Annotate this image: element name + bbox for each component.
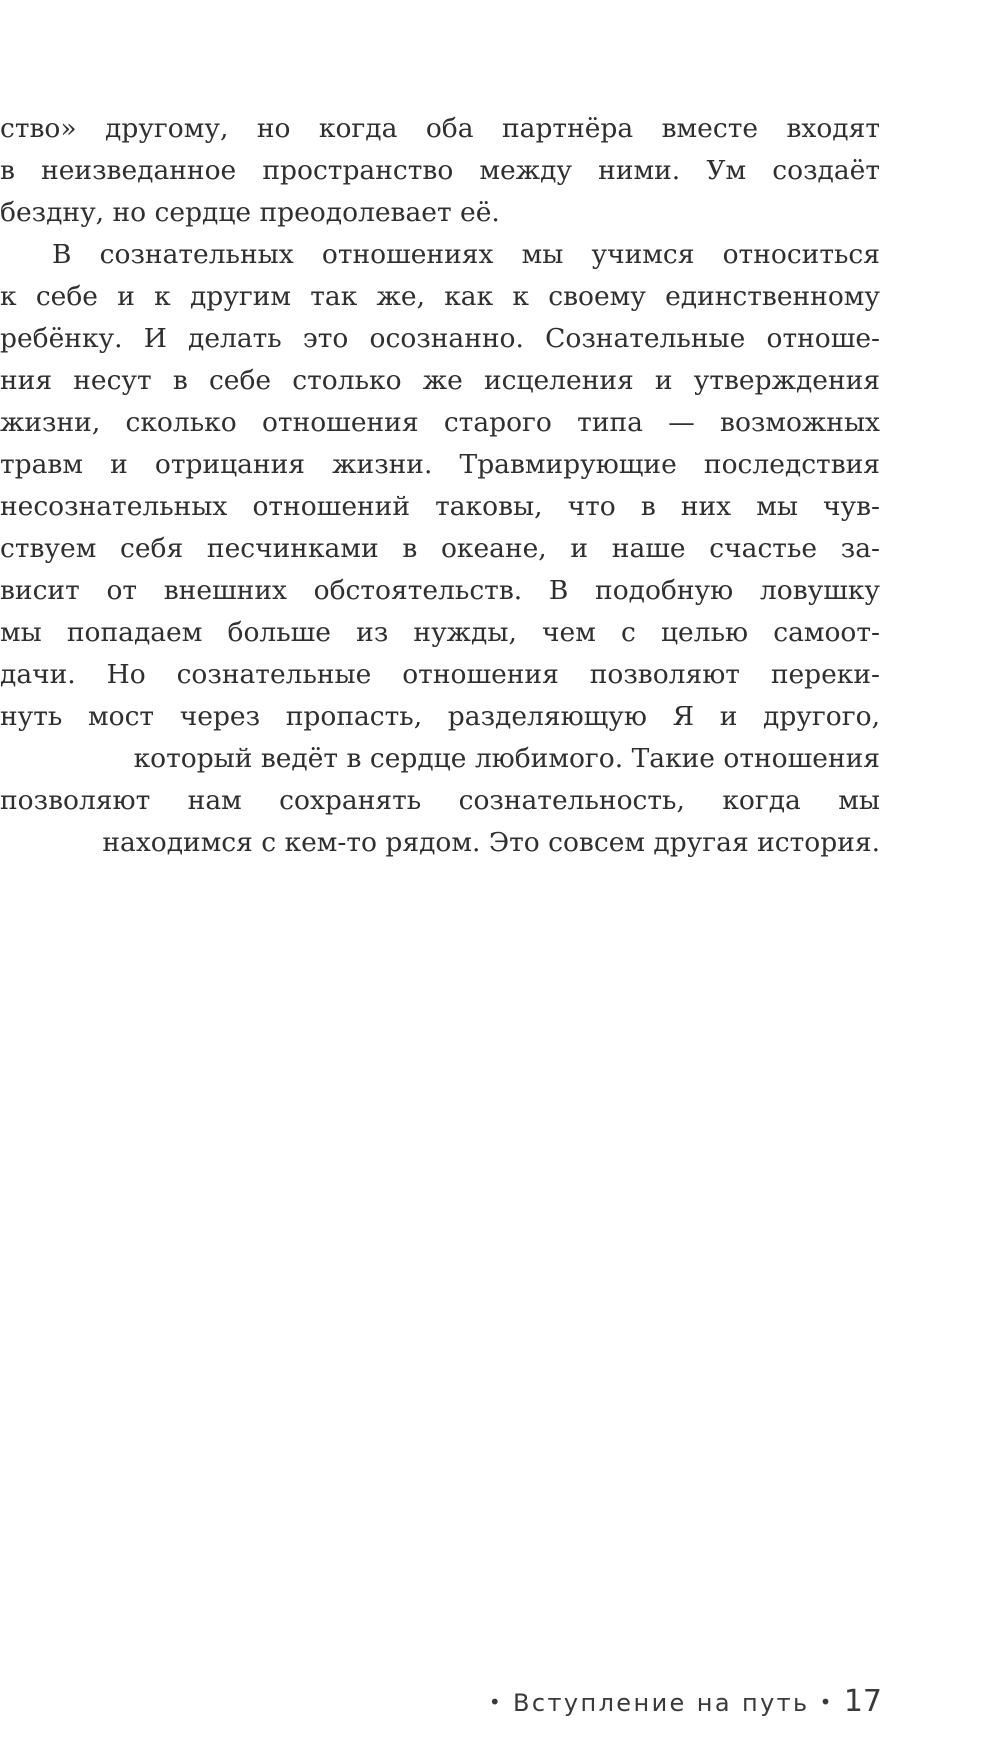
text-line: к себе и к другим так же, как к своему единственному	[0, 281, 880, 312]
bullet-right: •	[819, 1690, 834, 1714]
text-line: ствуем себя песчинками в океане, и наше счастье за-	[0, 533, 880, 564]
text-line: мы попадаем больше из нужды, чем с целью самоот-	[0, 617, 880, 648]
page-number: 17	[843, 1684, 882, 1719]
chapter-title: Вступление на путь	[513, 1689, 810, 1717]
text-line: травм и отрицания жизни. Травмирующие последствия	[0, 449, 880, 480]
text-line: бездну, но сердце преодолевает её.	[0, 197, 500, 228]
text-line: ство» другому, но когда оба партнёра вместе входят	[0, 113, 880, 144]
text-line: нуть мост через пропасть, разделяющую Я и другого,	[0, 701, 880, 732]
text-line: ребёнку. И делать это осознанно. Сознательные отноше-	[0, 323, 880, 354]
text-line: жизни, сколько отношения старого типа — возможных	[0, 407, 880, 438]
bullet-left: •	[488, 1690, 504, 1714]
text-line: который ведёт в сердце любимого. Такие отношения	[133, 743, 880, 774]
body-text	[0, 108, 880, 864]
running-footer	[479, 1684, 882, 1719]
text-line: В сознательных отношениях мы учимся относиться	[52, 239, 880, 270]
text-line: позволяют нам сохранять сознательность, когда мы	[0, 785, 880, 816]
text-line: в неизведанное пространство между ними. Ум создаёт	[0, 155, 880, 186]
text-line: ния несут в себе столько же исцеления и утверждения	[0, 365, 880, 396]
text-line: находимся с кем-то рядом. Это совсем другая история.	[102, 827, 880, 858]
text-line: дачи. Но сознательные отношения позволяют переки-	[0, 659, 880, 690]
text-line: несознательных отношений таковы, что в них мы чув-	[0, 491, 880, 522]
text-line: висит от внешних обстоятельств. В подобную ловушку	[0, 575, 880, 606]
